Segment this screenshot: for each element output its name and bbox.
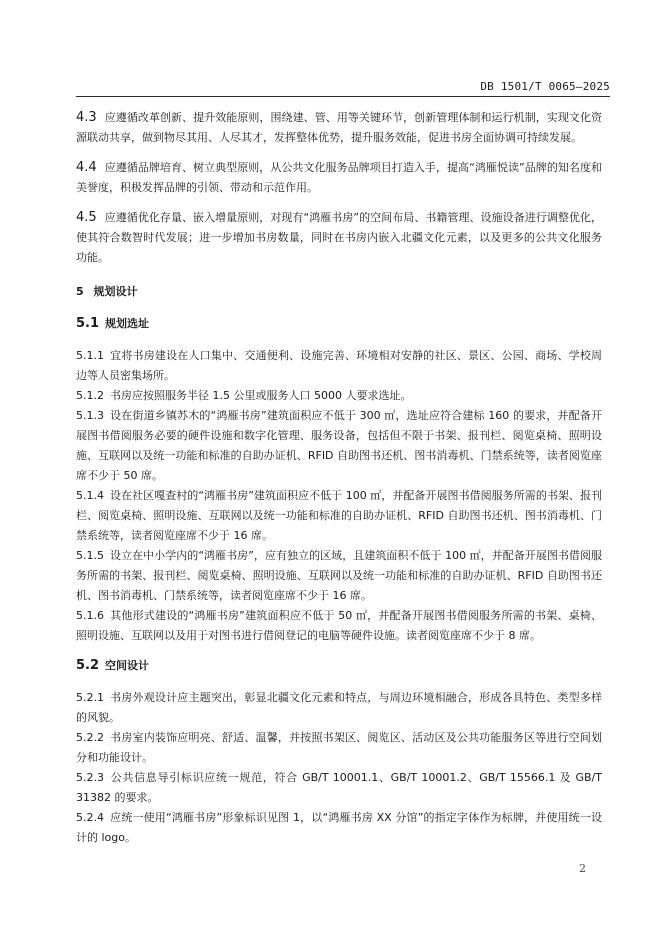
item-5-2-4 [76, 808, 602, 848]
section-number: 5.2 [76, 658, 100, 673]
item-number: 5.1.4 [76, 489, 104, 502]
clause-4-3 [76, 108, 602, 148]
item-text: 设在街道乡镇苏木的“鸿雁书房”建筑面积应不低于 300 ㎡，选址应符合建标 160 的要求，并配备开展图书借阅服务必要的硬件设施和数字化管理、服务设备，包括但不限于书架、报刊栏、阅览桌椅、照明设施、互联网以及统一功能和标准的自助办证机、RFID 自助图书还机、图书消毒机、门禁系统等，读者阅览座席不少于 50 席。 [76, 409, 602, 482]
clause-number: 4.3 [76, 110, 97, 125]
clause-number: 4.4 [76, 160, 97, 175]
section-title: 空间设计 [105, 659, 150, 672]
section-number: 5.1 [76, 316, 100, 331]
document-code: DB 1501/T 0065—2025 [480, 80, 610, 93]
clause-text: 应遵循优化存量、嵌入增量原则，对现有“鸿雁书房”的空间布局、书籍管理、设施设备进行调整优化，使其符合数智时代发展；进一步增加书房数量，同时在书房内嵌入北疆文化元素，以及更多的公共文化服务功能。 [76, 211, 602, 264]
page-number: 2 [579, 862, 586, 875]
section-title: 规划选址 [105, 317, 150, 330]
header-rule [76, 96, 610, 97]
item-5-1-4 [76, 486, 602, 546]
item-text: 其他形式建设的“鸿雁书房”建筑面积应不低于 50 ㎡，并配备开展图书借阅服务所需的书架、桌椅、照明设施、互联网以及用于对图书进行借阅登记的电脑等硬件设施。读者阅览座席不少于 8 席。 [76, 609, 602, 642]
item-text: 宜将书房建设在人口集中、交通便利、设施完善、环境相对安静的社区、景区、公园、商场、学校周边等人员密集场所。 [76, 349, 602, 382]
clause-text: 应遵循改革创新、提升效能原则，围绕建、管、用等关键环节，创新管理体制和运行机制，实现文化资源联动共享，做到物尽其用、人尽其才，发挥整体优势，提升服务效能，促进书房全面协调可持续发展。 [76, 111, 602, 144]
item-text: 书房外观设计应主题突出，彰显北疆文化元素和特点，与周边环境相融合，形成各具特色、类型多样的风貌。 [76, 691, 602, 724]
item-number: 5.1.1 [76, 349, 104, 362]
item-number: 5.2.2 [76, 731, 104, 744]
document-body [76, 108, 602, 848]
item-text: 公共信息导引标识应统一规范，符合 GB/T 10001.1、GB/T 10001.2、GB/T 15566.1 及 GB/T 31382 的要求。 [76, 771, 602, 804]
item-number: 5.1.5 [76, 549, 104, 562]
item-5-1-2 [76, 386, 602, 406]
item-5-1-1 [76, 346, 602, 386]
item-number: 5.1.3 [76, 409, 104, 422]
clause-4-4 [76, 158, 602, 198]
clause-number: 4.5 [76, 210, 97, 225]
item-text: 设在社区嘎查村的“鸿雁书房”建筑面积应不低于 100 ㎡，并配备开展图书借阅服务所需的书架、报刊栏、阅览桌椅、照明设施、互联网以及统一功能和标准的自助办证机、RFID 自助图书还机、图书消毒机、门禁系统等，读者阅览座席不少于 16 席。 [76, 489, 602, 542]
item-number: 5.2.1 [76, 691, 104, 704]
item-number: 5.1.2 [76, 389, 104, 402]
section-5-1-heading [76, 314, 602, 334]
item-5-1-6 [76, 606, 602, 646]
item-number: 5.2.4 [76, 811, 104, 824]
section-5-heading [76, 282, 602, 302]
item-5-1-3 [76, 406, 602, 486]
item-text: 书房应按照服务半径 1.5 公里或服务人口 5000 人要求选址。 [110, 389, 412, 402]
clause-text: 应遵循品牌培育、树立典型原则，从公共文化服务品牌项目打造入手，提高“鸿雁悦读”品牌的知名度和美誉度，积极发挥品牌的引领、带动和示范作用。 [76, 161, 602, 194]
section-number: 5 [76, 285, 84, 298]
item-text: 设立在中小学内的“鸿雁书房”，应有独立的区域，且建筑面积不低于 100 ㎡，并配备开展图书借阅服务所需的书架、报刊栏、阅览桌椅、照明设施、互联网以及统一功能和标准的自助办证机、RFID 自助图书还机、图书消毒机、门禁系统等，读者阅览座席不少于 16 席。 [76, 549, 602, 602]
section-5-2-heading [76, 656, 602, 676]
item-text: 书房室内装饰应明亮、舒适、温馨，并按照书架区、阅览区、活动区及公共功能服务区等进行空间划分和功能设计。 [76, 731, 602, 764]
item-5-2-1 [76, 688, 602, 728]
section-title: 规划设计 [93, 285, 138, 298]
item-number: 5.2.3 [76, 771, 104, 784]
item-text: 应统一使用“鸿雁书房”形象标识见图 1，以“鸿雁书房 XX 分馆”的指定字体作为标牌，并使用统一设计的 logo。 [76, 811, 602, 844]
item-number: 5.1.6 [76, 609, 104, 622]
item-5-2-3 [76, 768, 602, 808]
item-5-2-2 [76, 728, 602, 768]
clause-4-5 [76, 208, 602, 268]
item-5-1-5 [76, 546, 602, 606]
